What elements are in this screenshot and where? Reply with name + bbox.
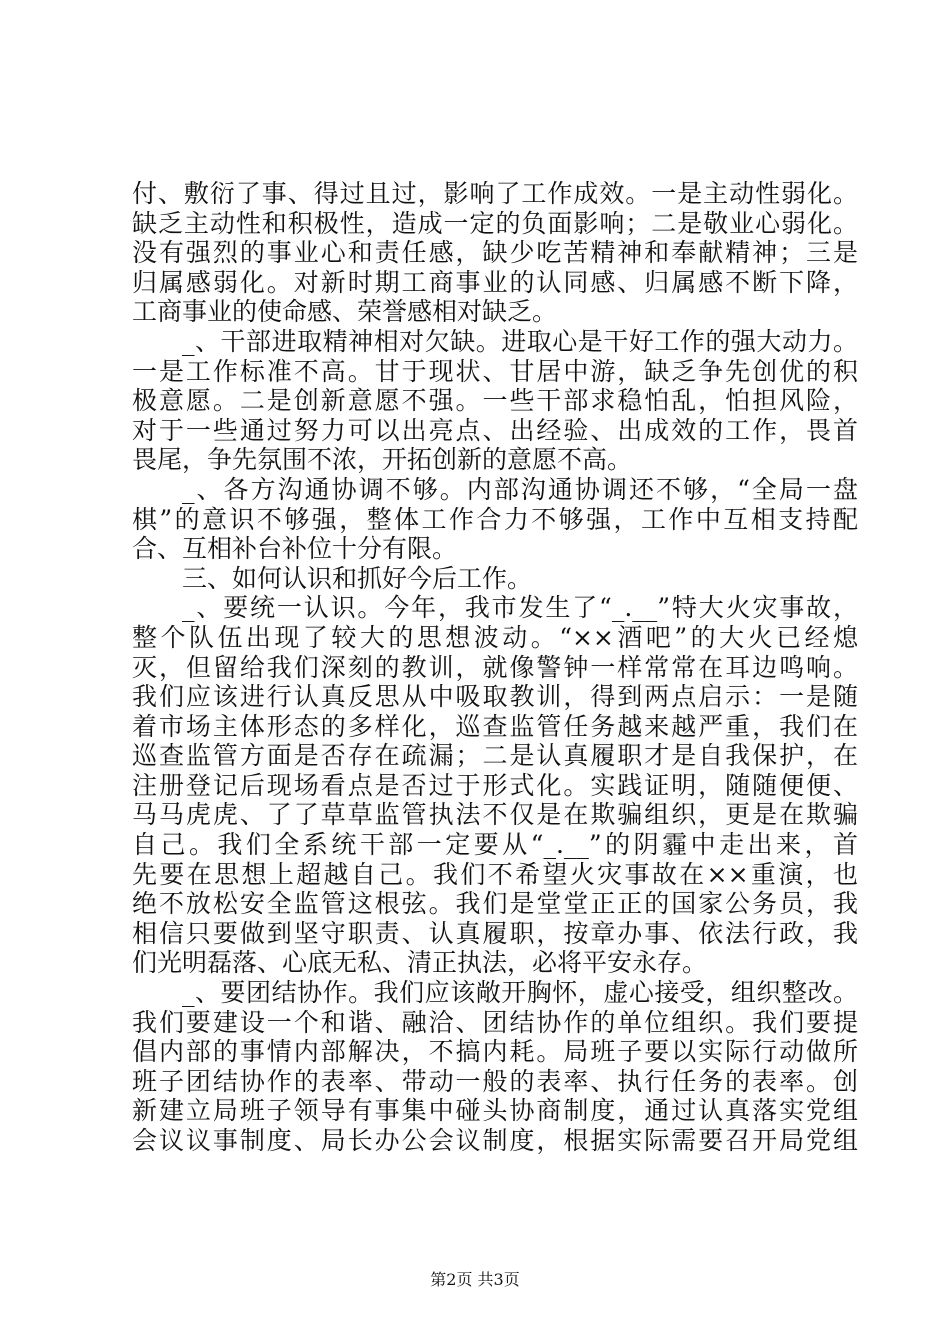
text-line: 注册登记后现场看点是否过于形式化。实践证明，随随便便、 — [132, 770, 858, 800]
text-line: _、干部进取精神相对欠缺。进取心是干好工作的强大动力。 — [182, 326, 858, 356]
text-line: 一是工作标准不高。甘于现状、甘居中游，缺乏争先创优的积 — [132, 356, 858, 386]
document-body — [132, 179, 858, 1156]
text-line: 着市场主体形态的多样化，巡查监管任务越来越严重，我们在 — [132, 711, 858, 741]
text-line: 三、如何认识和抓好今后工作。 — [182, 563, 533, 593]
page-number-label: 第2页 共3页 — [430, 1270, 520, 1289]
text-line: 畏尾，争先氛围不浓，开拓创新的意愿不高。 — [132, 445, 633, 475]
text-line: 对于一些通过努力可以出亮点、出经验、出成效的工作，畏首 — [132, 415, 858, 445]
text-line: 自己。我们全系统干部一定要从“_.__”的阴霾中走出来，首 — [132, 830, 858, 860]
text-line: 棋”的意识不够强，整体工作合力不够强，工作中互相支持配 — [132, 504, 858, 534]
text-line: 绝不放松安全监管这根弦。我们是堂堂正正的国家公务员，我 — [132, 889, 858, 919]
text-line: 工商事业的使命感、荣誉感相对缺乏。 — [132, 297, 558, 327]
text-line: 付、敷衍了事、得过且过，影响了工作成效。一是主动性弱化。 — [132, 179, 858, 208]
text-line: 们光明磊落、心底无私、清正执法，必将平安永存。 — [132, 948, 708, 978]
text-line: 相信只要做到坚守职责、认真履职，按章办事、依法行政，我 — [132, 918, 858, 948]
text-line: 倡内部的事情内部解决，不搞内耗。局班子要以实际行动做所 — [132, 1037, 858, 1067]
text-line: 会议议事制度、局长办公会议制度，根据实际需要召开局党组 — [132, 1126, 858, 1155]
text-line: 班子团结协作的表率、带动一般的表率、执行任务的表率。创 — [132, 1066, 858, 1096]
text-line: 巡查监管方面是否存在疏漏；二是认真履职才是自我保护，在 — [132, 741, 858, 771]
text-line: 没有强烈的事业心和责任感，缺少吃苦精神和奉献精神；三是 — [132, 238, 858, 268]
text-line: 先要在思想上超越自己。我们不希望火灾事故在××重演，也 — [132, 859, 858, 889]
text-line: 缺乏主动性和积极性，造成一定的负面影响；二是敬业心弱化。 — [132, 208, 858, 238]
text-line: 合、互相补台补位十分有限。 — [132, 534, 458, 564]
text-line: 归属感弱化。对新时期工商事业的认同感、归属感不断下降， — [132, 267, 858, 297]
text-line: _、要统一认识。今年，我市发生了“_.__”特大火灾事故， — [182, 593, 858, 623]
text-line: 整个队伍出现了较大的思想波动。“××酒吧”的大火已经熄 — [132, 622, 858, 652]
page-footer — [0, 1270, 950, 1290]
text-line: _、各方沟通协调不够。内部沟通协调还不够，“全局一盘 — [182, 474, 858, 504]
text-line: _、要团结协作。我们应该敞开胸怀，虚心接受，组织整改。 — [182, 978, 858, 1008]
text-line: 我们要建设一个和谐、融洽、团结协作的单位组织。我们要提 — [132, 1007, 858, 1037]
text-line: 灭，但留给我们深刻的教训，就像警钟一样常常在耳边鸣响。 — [132, 652, 858, 682]
text-line: 极意愿。二是创新意愿不强。一些干部求稳怕乱，怕担风险， — [132, 386, 858, 416]
text-line: 新建立局班子领导有事集中碰头协商制度，通过认真落实党组 — [132, 1096, 858, 1126]
text-line: 我们应该进行认真反思从中吸取教训，得到两点启示：一是随 — [132, 682, 858, 712]
text-line: 马马虎虎、了了草草监管执法不仅是在欺骗组织，更是在欺骗 — [132, 800, 858, 830]
